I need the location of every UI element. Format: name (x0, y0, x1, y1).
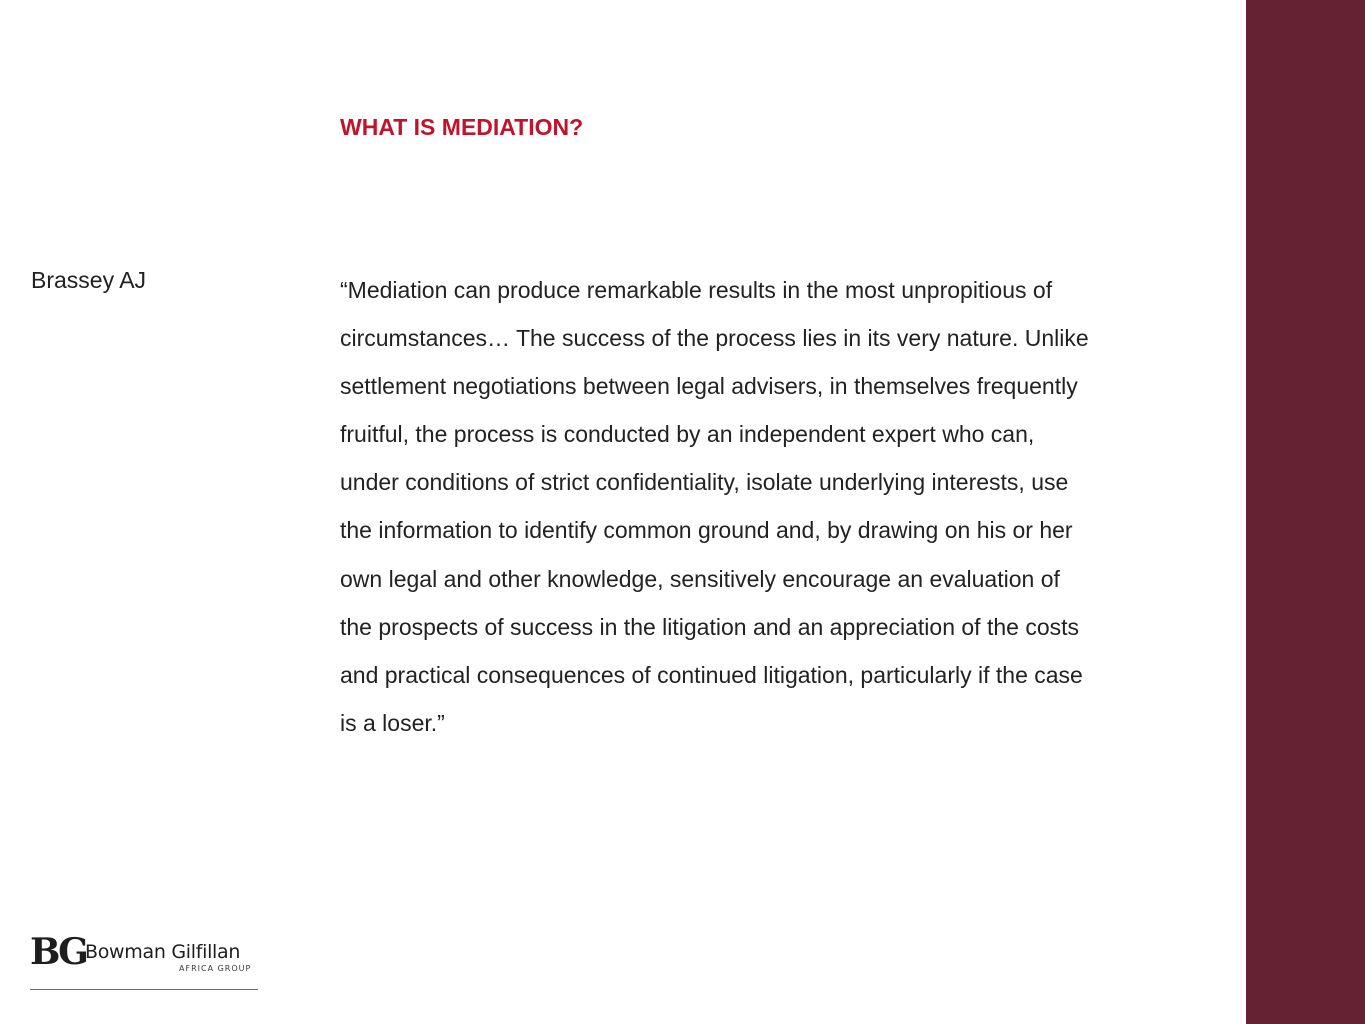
logo-divider (30, 989, 258, 990)
quote-line: own legal and other knowledge, sensitively encourage an evaluation of (340, 565, 1060, 592)
logo-group: AFRICA GROUP (179, 964, 252, 973)
quote-line: fruitful, the process is conducted by an independent expert who can, (340, 421, 1035, 448)
quote-line: is a loser.” (340, 709, 445, 736)
company-logo (30, 932, 258, 992)
quote-line: “Mediation can produce remarkable results in the most unpropitious of (340, 277, 1053, 303)
slide-title: WHAT IS MEDIATION? (340, 114, 584, 140)
quote-line: settlement negotiations between legal advisers, in themselves frequently (340, 373, 1078, 400)
quote-line: circumstances… The success of the process lies in its very nature. Unlike (340, 325, 1089, 352)
logo-mark: BG (30, 931, 86, 973)
quote-text (340, 266, 1220, 747)
quote-line: and practical consequences of continued litigation, particularly if the case (340, 661, 1083, 688)
quote-line: the prospects of success in the litigation and an appreciation of the costs (340, 613, 1079, 640)
side-band (1246, 0, 1365, 1024)
quote-line: the information to identify common ground and, by drawing on his or her (340, 517, 1073, 544)
quote-attribution: Brassey AJ (31, 267, 147, 293)
logo-name: Bowman Gilfillan (85, 941, 241, 963)
quote-line: under conditions of strict confidentiality, isolate underlying interests, use (340, 469, 1069, 496)
